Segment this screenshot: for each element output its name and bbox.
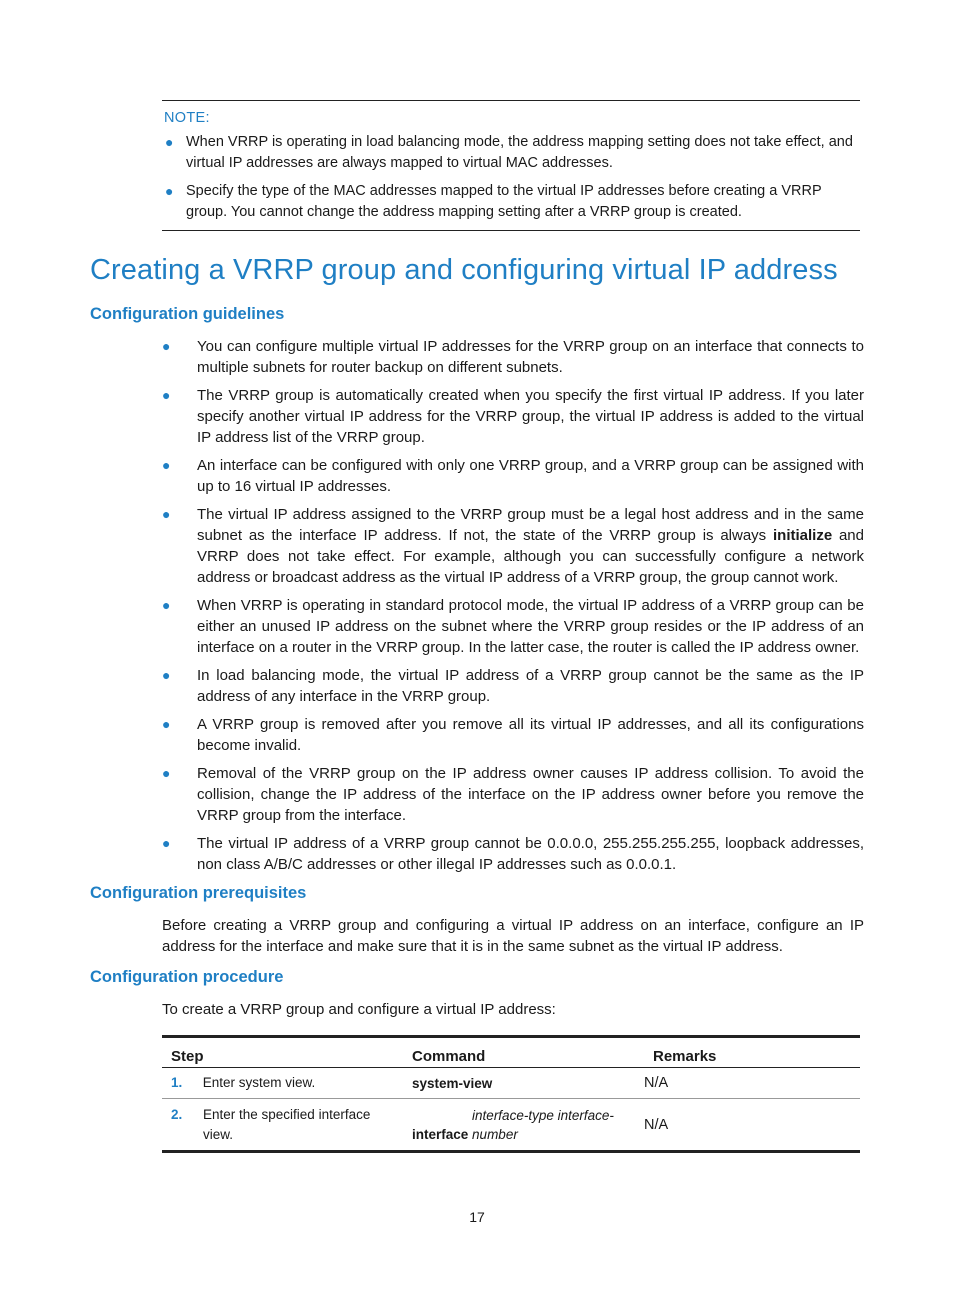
command-keyword: system-view bbox=[412, 1076, 493, 1091]
remarks-cell: N/A bbox=[644, 1068, 860, 1099]
list-item: ● In load balancing mode, the virtual IP address of a VRRP group cannot be the same as the IP address of any interface in the VRRP group. bbox=[162, 667, 864, 705]
bullet-icon: ● bbox=[165, 134, 174, 150]
column-header-step: Step bbox=[162, 1037, 403, 1068]
step-text: Enter system view. bbox=[202, 1075, 316, 1090]
section-title: Creating a VRRP group and configuring virtual IP address bbox=[90, 254, 838, 286]
list-item: ● You can configure multiple virtual IP addresses for the VRRP group on an interface that connects to multiple subnets for router backup on different subnets. bbox=[162, 338, 864, 376]
list-item: ● The virtual IP address of a VRRP group cannot be 0.0.0.0, 255.255.255.255, loopback addresses, non class A/B/C addresses or other illegal IP addresses such as 0.0.0.1. bbox=[162, 835, 864, 873]
guidelines-list bbox=[162, 336, 864, 882]
bullet-icon: ● bbox=[162, 597, 171, 613]
bullet-icon: ● bbox=[162, 716, 171, 732]
list-item: ● When VRRP is operating in standard protocol mode, the virtual IP address of a VRRP group can be either an unused IP address on the subnet where the VRRP group resides or the IP address of an interface on a router in the VRRP group. In the latter case, the router is called the IP address owner. bbox=[162, 597, 864, 656]
bullet-icon: ● bbox=[162, 765, 171, 781]
step-text: Enter the specified interface view. bbox=[203, 1107, 371, 1142]
list-item: ● A VRRP group is removed after you remove all its virtual IP addresses, and all its configurations become invalid. bbox=[162, 716, 864, 754]
note-box bbox=[162, 100, 860, 231]
list-item: ● The virtual IP address assigned to the VRRP group must be a legal host address and in the same subnet as the interface IP address. If not, the state of the VRRP group is always initialize and VRRP does not take effect. For example, although you can successfully configure a network address or broadcast address as the virtual IP address of a VRRP group, the group cannot work. bbox=[162, 506, 864, 586]
command-arguments: interface-type interface-number bbox=[472, 1108, 614, 1142]
command-cell bbox=[403, 1099, 644, 1152]
prerequisites-heading: Configuration prerequisites bbox=[90, 884, 307, 902]
column-header-command: Command bbox=[403, 1037, 644, 1068]
page-number: 17 bbox=[469, 1209, 485, 1225]
table-header-row bbox=[162, 1037, 860, 1068]
prerequisites-text: Before creating a VRRP group and configuring a virtual IP address on an interface, configure an IP address for the interface and make sure that it is in the same subnet as the virtual IP address. bbox=[162, 917, 864, 955]
note-bottom-rule bbox=[162, 230, 860, 231]
note-label: NOTE: bbox=[164, 110, 210, 126]
table-row bbox=[162, 1068, 860, 1099]
remarks-cell: N/A bbox=[644, 1099, 860, 1152]
procedure-intro: To create a VRRP group and configure a virtual IP address: bbox=[162, 1001, 556, 1018]
step-number: 1. bbox=[171, 1075, 183, 1090]
bullet-icon: ● bbox=[162, 835, 171, 851]
note-list bbox=[162, 132, 860, 223]
procedure-table bbox=[162, 1035, 860, 1153]
step-cell bbox=[162, 1099, 403, 1152]
command-keyword: interface bbox=[412, 1127, 469, 1142]
procedure-heading: Configuration procedure bbox=[90, 968, 284, 986]
note-item: ● Specify the type of the MAC addresses mapped to the virtual IP addresses before creating a VRRP group. You cannot change the address mapping setting after a VRRP group is created. bbox=[165, 183, 822, 220]
bullet-icon: ● bbox=[162, 457, 171, 473]
note-top-rule bbox=[162, 100, 860, 101]
list-item: ● Removal of the VRRP group on the IP address owner causes IP address collision. To avoid the collision, change the IP address of the interface on the IP address owner before you remove the VRRP group from the interface. bbox=[162, 765, 864, 824]
list-item: ● An interface can be configured with only one VRRP group, and a VRRP group can be assigned with up to 16 virtual IP addresses. bbox=[162, 457, 864, 495]
step-cell bbox=[162, 1068, 403, 1099]
bullet-icon: ● bbox=[165, 183, 174, 199]
guidelines-heading: Configuration guidelines bbox=[90, 305, 285, 323]
note-item: ● When VRRP is operating in load balancing mode, the address mapping setting does not take effect, and virtual IP addresses are always mapped to virtual MAC addresses. bbox=[165, 134, 853, 171]
table-row bbox=[162, 1099, 860, 1152]
bullet-icon: ● bbox=[162, 506, 171, 522]
list-item: ● The VRRP group is automatically created when you specify the first virtual IP address. If you later specify another virtual IP address for the VRRP group, the virtual IP address is added to the virtual IP address list of the VRRP group. bbox=[162, 387, 864, 446]
bullet-icon: ● bbox=[162, 338, 171, 354]
step-number: 2. bbox=[171, 1107, 183, 1122]
bullet-icon: ● bbox=[162, 667, 171, 683]
state-keyword: initialize bbox=[772, 527, 833, 544]
command-cell bbox=[403, 1068, 644, 1099]
column-header-remarks: Remarks bbox=[644, 1037, 860, 1068]
bullet-icon: ● bbox=[162, 387, 171, 403]
